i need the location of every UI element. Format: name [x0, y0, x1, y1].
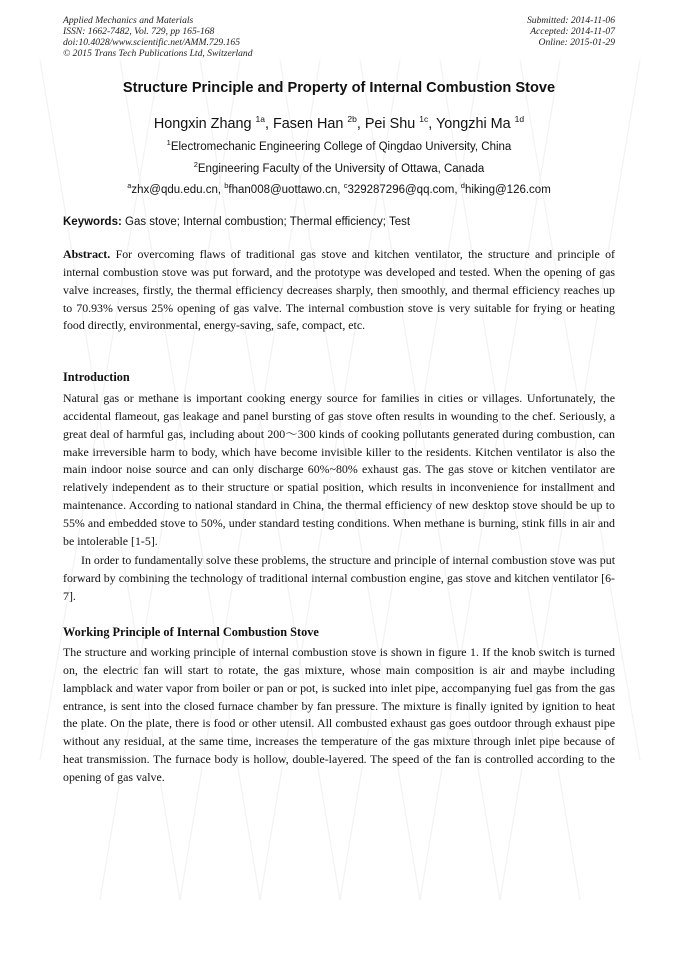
online-date: Online: 2015-01-29	[538, 37, 615, 48]
email-list: $^a$zhx@qdu.edu.cn, $^b$fhan008@uottawo.cn, $^c$329287296@qq.com, $^d$hiking@126.com	[127, 181, 551, 196]
author-name: Hongxin Zhang	[153, 116, 252, 132]
email-address[interactable]: 329287296@qq.com	[347, 184, 455, 196]
copyright-line: © 2015 Trans Tech Publications Ltd, Switzerland	[63, 48, 253, 59]
accepted-date: Accepted: 2014-11-07	[530, 26, 615, 37]
keywords-text: Gas stove; Internal combustion; Thermal efficiency; Test	[125, 216, 411, 228]
working-principle-paragraph: The structure and working principle of internal combustion stove is shown in figure 1. If the knob switch is turned on, the electric fan will start to rotate, the gas mixture, whose main composition is air and maybe including lampblack and water vapor from boiler or pan or pot, is sucked into inlet pipe, accompanying fuel gas from the gas entrance, is sent into the closed furnace chamber by fan pressure. The mixture is finally ignited by ignition to heat the plate. On the plate, there is food or other utensil. All combusted exhaust gas goes outdoor through exhaust pipe without any residual, at the same time, increases the temperature of the gas mixture through inlet pipe because of heat transmission. The furnace body is hollow, double-layered. The speed of the fan is controlled according to the opening of gas valve.	[63, 645, 615, 784]
affiliation-1	[0, 138, 678, 153]
email-mark: d	[460, 181, 465, 190]
author-list: Hongxin Zhang $^{1a}$, Fasen Han $^{2b}$, Pei Shu $^{1c}$, Yongzhi Ma $^{1d}$	[153, 114, 525, 132]
affiliation-text: Electromechanic Engineering College of Qingdao University, China	[170, 141, 512, 153]
email-mark: c	[343, 181, 348, 190]
submitted-date: Submitted: 2014-11-06	[526, 15, 615, 26]
abstract-text: For overcoming flaws of traditional gas stove and kitchen ventilator, the structure and principle of internal combustion stove was put forward, and the prototype was developed and tested. When the opening of gas valve increases, firstly, the thermal efficiency decreases sharply, then smoothly, and thermal efficiency reaches up to 70.93% versus 25% opening of gas valve. The internal combustion stove is very suitable for frying or heating food directly, environmental, energy-saving, safe, compact, etc.	[63, 247, 615, 333]
section-heading-working-principle: Working Principle of Internal Combustion Stove	[63, 625, 319, 639]
author-affiliation-mark: 1c	[419, 114, 429, 124]
affiliation-mark: 2	[193, 160, 198, 169]
keywords-line	[63, 216, 615, 228]
keywords-label: Keywords:	[63, 216, 122, 228]
author-affiliation-mark: 1a	[255, 114, 265, 124]
abstract-paragraph	[63, 246, 615, 335]
journal-name: Applied Mechanics and Materials	[63, 15, 194, 26]
issn-line: ISSN: 1662-7482, Vol. 729, pp 165-168	[63, 26, 215, 37]
paper-title: Structure Principle and Property of Internal Combustion Stove	[122, 80, 556, 96]
email-mark: b	[224, 181, 229, 190]
author-affiliation-mark: 1d	[514, 114, 525, 124]
introduction-paragraph-1: Natural gas or methane is important cooking energy source for families in cities or villages. Unfortunately, the accidental flameout, gas leakage and panel bursting of gas stove often results in wounding to the chef. Seriously, a great deal of harmful gas, including about 200～300 kinds of cooking pollutants generated during combustion, can make irreversible harm to body, which have become invisible killer to the residents. Kitchen ventilator is also the main indoor noise source and can only discharge 60%~80% exhaust gas. The gas stove or kitchen ventilator are relatively independent as to their structure or spatial position, which results in inconvenience for installment and maintenance. According to national standard in China, the thermal efficiency of new desktop stove should be up to 55% and embedded stove to 50%, under standard testing conditions. When methane is burning, stink fills in air and be intolerable [1-5].	[63, 391, 615, 548]
author-name: Yongzhi Ma	[435, 116, 511, 132]
introduction-paragraph-2: In order to fundamentally solve these problems, the structure and principle of internal combustion stove was put forward by combining the technology of traditional internal combustion engine, gas stove and kitchen ventilator [6-7].	[63, 553, 615, 603]
doi-line: doi:10.4028/www.scientific.net/AMM.729.165	[63, 37, 241, 48]
email-address[interactable]: zhx@qdu.edu.cn	[131, 184, 218, 196]
affiliation-mark: 1	[166, 138, 171, 147]
affiliation-2	[0, 160, 678, 175]
dates-header	[527, 15, 615, 48]
author-name: Pei Shu	[364, 116, 416, 132]
journal-header	[63, 15, 253, 59]
abstract-label: Abstract.	[63, 247, 111, 261]
author-affiliation-mark: 2b	[347, 114, 357, 124]
author-name: Fasen Han	[272, 116, 344, 132]
email-address[interactable]: hiking@126.com	[464, 184, 551, 196]
email-address[interactable]: fhan008@uottawo.cn	[228, 184, 338, 196]
affiliation-text: Engineering Faculty of the University of Ottawa, Canada	[197, 163, 485, 175]
section-heading-introduction: Introduction	[63, 370, 130, 384]
email-mark: a	[127, 181, 132, 190]
